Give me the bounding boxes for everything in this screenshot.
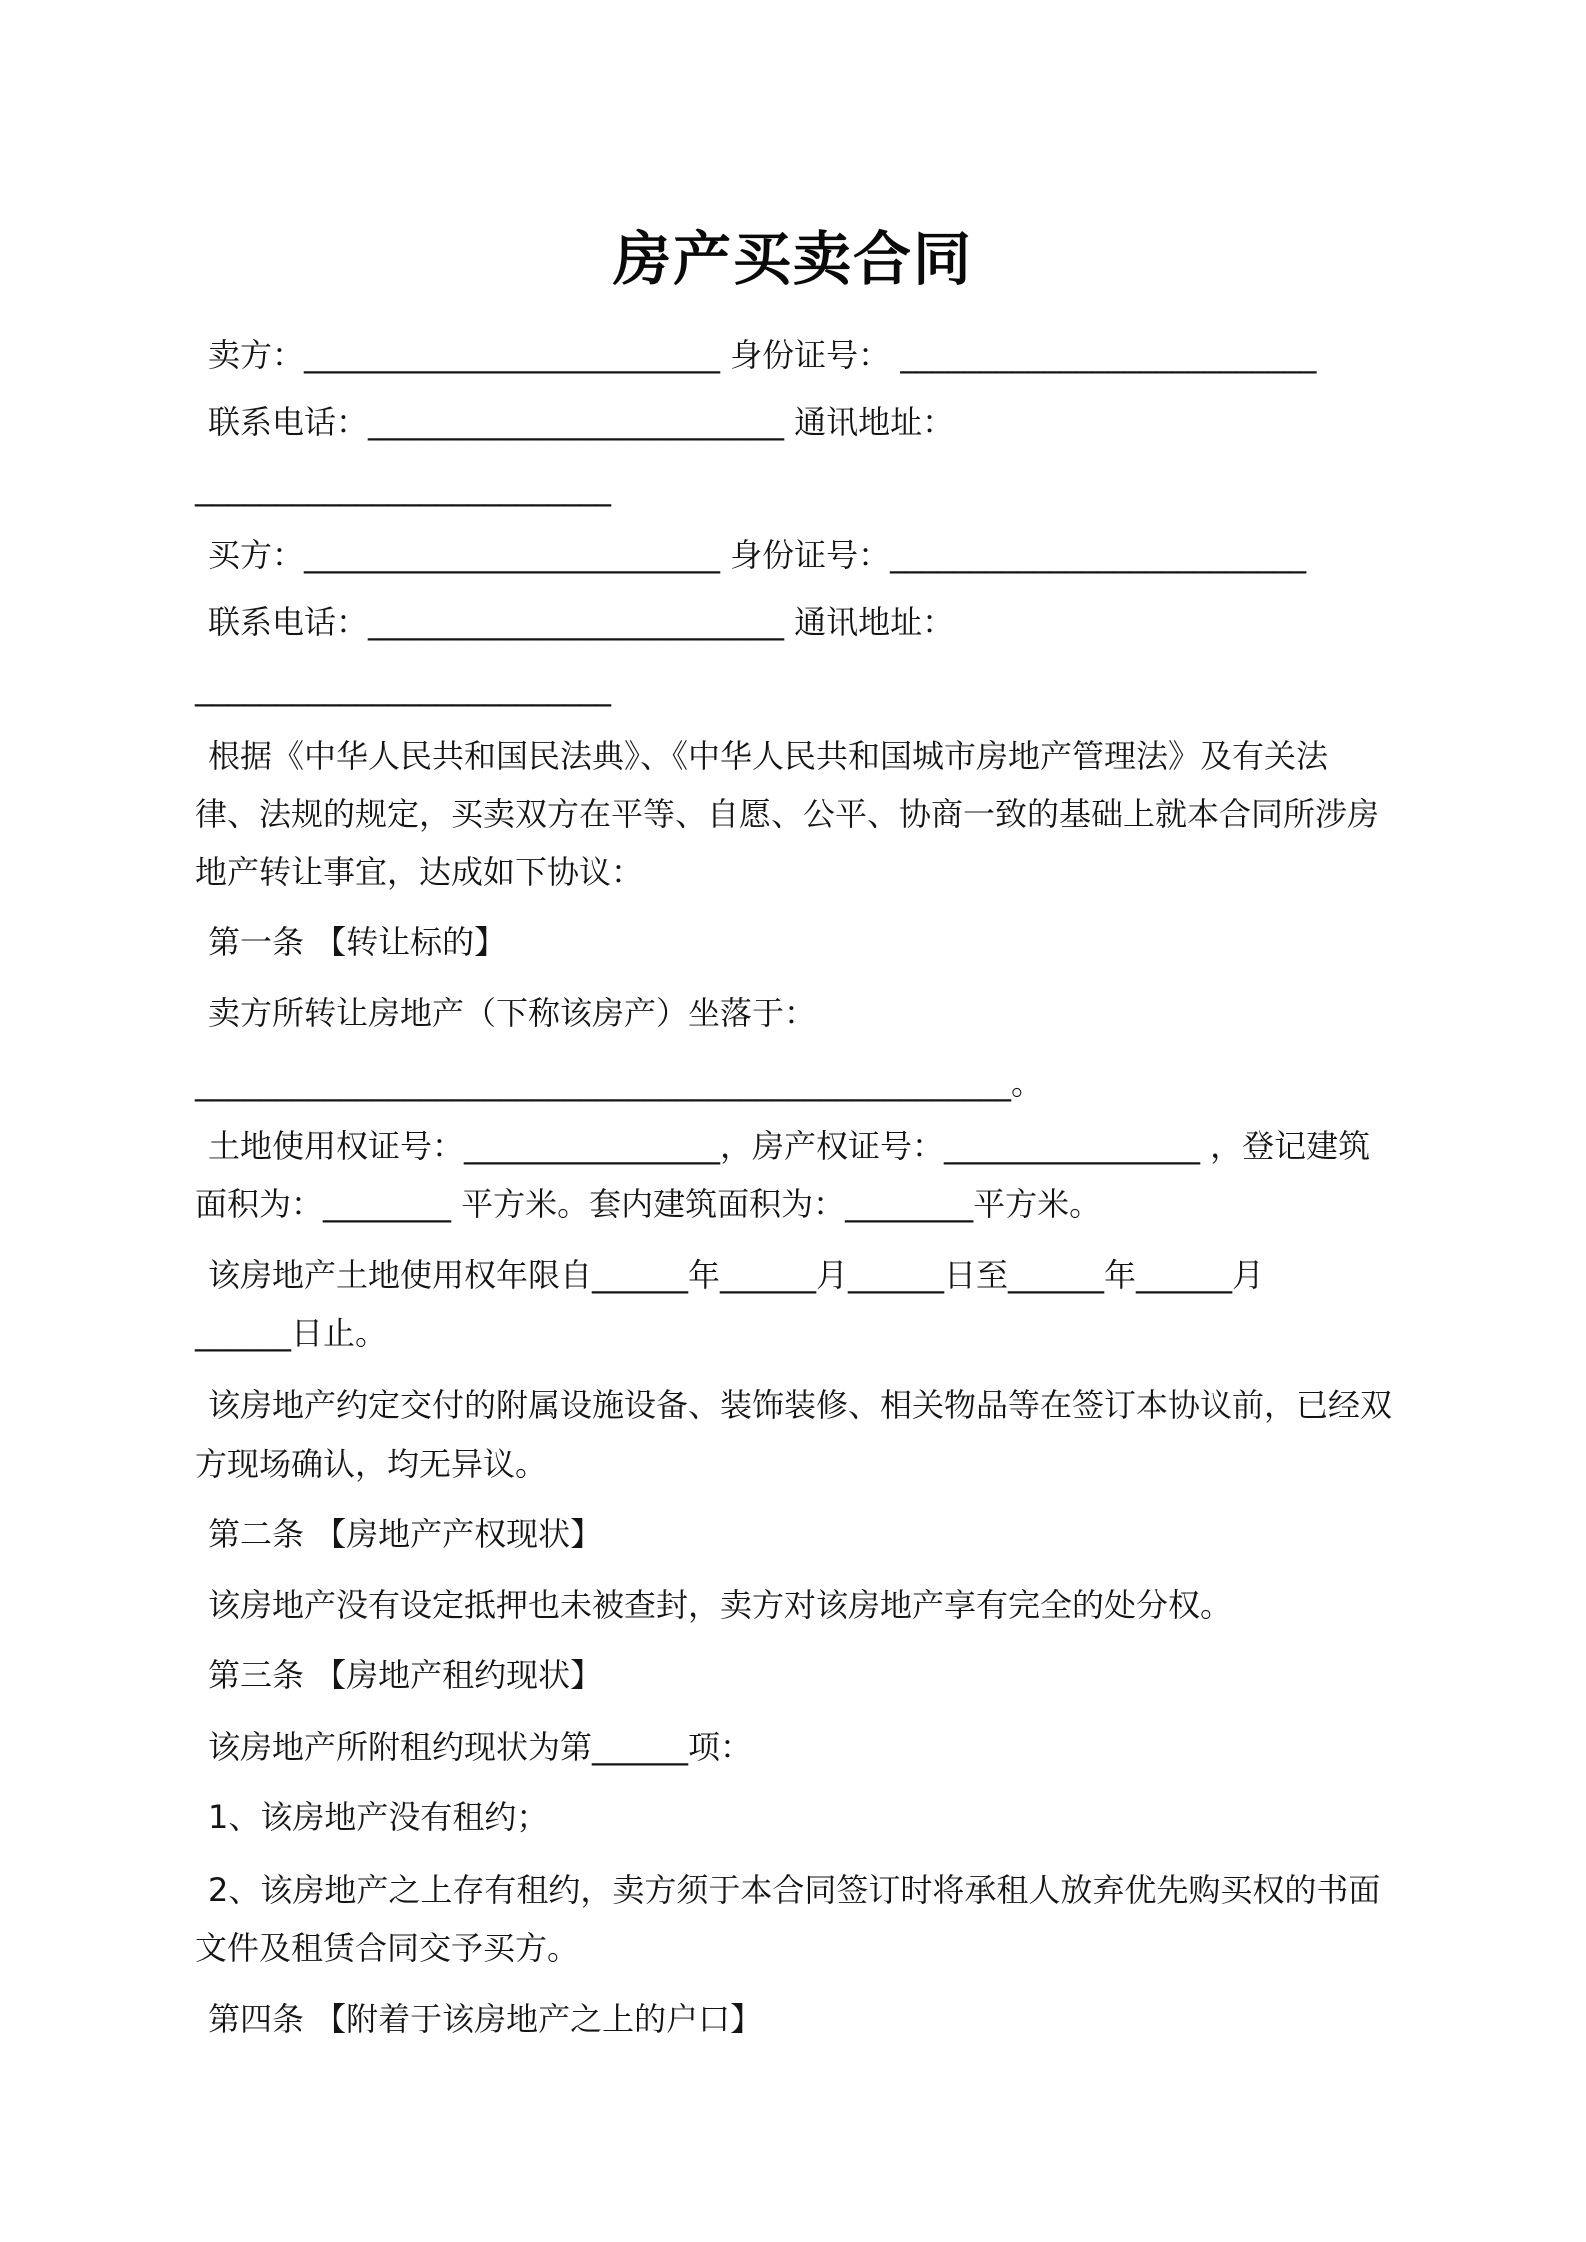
- land-use-term-line-1: 该房地产土地使用权年限自______年______月______日至______年______月: [208, 1256, 1265, 1294]
- lease-option-2-line-2: 文件及租赁合同交予买方。: [195, 1929, 580, 1967]
- article-2-heading: 第二条 【房地产产权现状】: [208, 1515, 603, 1553]
- preamble-line-2: 律、法规的规定，买卖双方在平等、自愿、公平、协商一致的基础上就本合同所涉房: [195, 795, 1380, 833]
- fixtures-line-2: 方现场确认，均无异议。: [195, 1445, 548, 1483]
- lease-option-1: 1、该房地产没有租约；: [208, 1798, 549, 1836]
- land-use-term-line-2: ______日止。: [195, 1314, 388, 1352]
- preamble-line-3: 地产转让事宜，达成如下协议：: [195, 853, 644, 891]
- buyer-phone-address-line: 联系电话：__________________________ 通讯地址：: [208, 603, 955, 641]
- fixtures-line-1: 该房地产约定交付的附属设施设备、装饰装修、相关物品等在签订本协议前，已经双: [208, 1386, 1393, 1424]
- property-location-blank: ___________________________________________________。: [195, 1064, 1044, 1102]
- ownership-status-line: 该房地产没有设定抵押也未被查封，卖方对该房地产享有完全的处分权。: [208, 1586, 1233, 1624]
- article-3-heading: 第三条 【房地产租约现状】: [208, 1656, 603, 1694]
- buyer-name-id-line: 买方：__________________________ 身份证号：__________________________: [208, 536, 1307, 574]
- seller-name-id-line: 卖方：__________________________ 身份证号： __________________________: [208, 336, 1317, 374]
- preamble-line-1: 根据《中华人民共和国民法典》、《中华人民共和国城市房地产管理法》及有关法: [208, 737, 1329, 775]
- article-4-heading: 第四条 【附着于该房地产之上的户口】: [208, 2000, 763, 2038]
- lease-option-2-line-1: 2、该房地产之上存有租约，卖方须于本合同签订时将承租人放弃优先购买权的书面: [208, 1871, 1381, 1909]
- property-location-line: 卖方所转让房地产（下称该房产）坐落于：: [208, 994, 817, 1032]
- buyer-address-blank: __________________________: [195, 669, 611, 707]
- article-1-heading: 第一条 【转让标的】: [208, 923, 507, 961]
- lease-status-line: 该房地产所附租约现状为第______项：: [208, 1728, 753, 1766]
- area-line: 面积为：________ 平方米。套内建筑面积为：________平方米。: [195, 1185, 1102, 1223]
- seller-phone-address-line: 联系电话：__________________________ 通讯地址：: [208, 403, 955, 441]
- seller-address-blank: __________________________: [195, 469, 611, 507]
- certificate-numbers-line: 土地使用权证号：________________，房产权证号：________________ ，登记建筑: [208, 1127, 1371, 1165]
- document-title: 房产买卖合同: [612, 225, 973, 293]
